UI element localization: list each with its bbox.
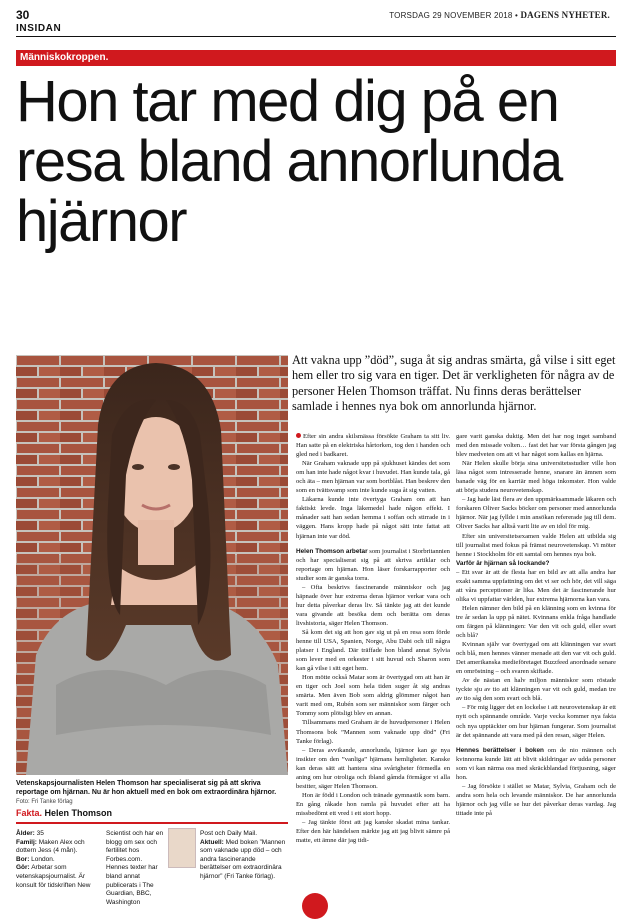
date-text: TORSDAG 29 NOVEMBER 2018 [389,11,513,20]
body-paragraph: Hon är född i London och tränade gymnastik som barn. En gång råkade hon ramla på huvudet efter att ha missbedömt ett vred i ett stort hopp. [296,791,450,817]
body-paragraph: Hennes berättelser i boken om de nio männen och kvinnorna kunde lätt att blivit skildringar av udda personer som vi kan närma oss med skräckblandad förtjusning, säger hon. [456,746,616,781]
fakta-col-3 [200,830,288,882]
page-dateline [389,10,610,20]
body-paragraph: Efter sin andra skilsmässa försökte Graham ta sitt liv. Han satte på en elektriska hårtorken, tog den i handen och gled ned i badkaret. [296,433,450,459]
lead-in-bold: Helen Thomson arbetar [296,547,368,555]
body-paragraph: Hon mötte också Matar som är övertygad om att han är en tiger och Joel som hela tiden suger åt sig andras smärta. Men även Bob som aldrig glömmer något han varit med om, Rubén som ser människor som färger och Tommy som plötsligt blev en annan. [296,674,450,718]
article-body-col-1 [296,432,450,900]
body-paragraph: När Helen skulle börja sina universitetsstudier ville hon läsa något som intresserade henne, snarare än ämnen som banade väg för en karriär med höga inkomster. Hon valde att börja studera neurovetenskap. [456,460,616,495]
body-paragraph: Kvinnan själv var övertygad om att klänningen var svart och blå, men hennes vänner menade att den var vit och guld. Det amerikanska medieföretaget Buzzfeed anordnade senare en omröstning – och svaren skiftade. [456,641,616,676]
fakta-heading [16,808,112,818]
portrait-photo [16,355,288,775]
page-title: Hon tar med dig på en resa bland annorlunda hjärnor [16,69,562,254]
paper-name: DAGENS NYHETER. [520,10,610,20]
fakta-item: Ålder: 35 [16,830,44,837]
article-body-col-2 [456,432,616,900]
fakta-item: Aktuell: Med boken ”Mannen som vaknade upp död – och andra fascinerande berättelser om extraordinära hjärnor” (Fri Tanke förlag). [200,838,286,880]
body-paragraph: – Ofta beskrivs fascinerande människor och jag häpnade över hur extrema deras hjärnor verkar vara och hur detta påverkar deras liv. Så tänkte jag att det kunde vara givande att besöka dem och berätta om deras livshistoria, säger Helen Thomson. [296,583,450,627]
body-paragraph: Läkarna kunde inte övertyga Graham om att han faktiskt levde. Inga läkemedel hade någon effekt. I månader satt han sedan hemma i soffan och stirrade in i väggen. Hans kropp hade på något sätt inte fattat att hjärnan inte var död. [296,496,450,540]
body-paragraph: – Jag tänkte först att jag kanske skadat mina tankar. Efter den här händelsen märkte jag att jag blivit sämre på matte, ett ämne där jag tidi- [296,818,450,845]
fakta-rule [16,822,288,824]
body-paragraph: – Ett svar är att de flesta har en bild av att alla andra har exakt samma uppfattning om det vi ser och hör, det vill säga att våra perceptioner är lika. Men det är fascinerande hur olika vi uppfattar världen, hur extrema hjärnorna kan vara. [456,568,616,603]
body-paragraph: Helen Thomson arbetar som journalist i Storbritannien och har specialiserat sig på att skriva artiklar och reportage om hjärnan. Hon läser forskarrapporter och studier som är ganska torra. [296,547,450,582]
photo-credit: Foto: Fri Tanke förlag [16,799,73,805]
start-dot-icon [296,433,301,438]
page-number: 30 [16,8,30,22]
body-paragraph: När Graham vaknade upp på sjukhuset kändes det som om han inte hade något kvar i huvudet. Han kunde tala, gå och äta – men hjärnan var som bortblåst. Han beskrev den som en tvättsvamp som inte kunde suga åt sig vatten. [296,460,450,495]
section-label: INSIDAN [16,23,62,34]
body-paragraph: Av de nästan en halv miljon människor som röstade tyckte sju av tio att klänningen var vit och guld, medan tre av tio såg den som svart och blå. [456,677,616,703]
fakta-name: Helen Thomson [44,808,113,818]
kicker-label: Människokroppen. [20,52,109,63]
red-circle-icon [302,893,328,919]
body-paragraph: – För mig ligger det en lockelse i att neurovetenskap är ett nytt och spännande område. Varje vecka kommer nya fakta och nya upptäckter om hur hjärnan fungerar. Som journalist är det spännande att vara med på den resan, säger Helen. [456,704,616,739]
body-paragraph: Tillsammans med Graham är de huvudpersoner i Helen Thomsons bok ”Mannen som vaknade upp död” (Fri Tanke förlag). [296,719,450,745]
body-paragraph: Helen nämner den bild på en klänning som en kvinna för tre år sedan la upp på nätet. Kvinnans enkla fråga handlade om färgen på klänningen: Var den vit och guld, eller svart och blå? [456,604,616,640]
fakta-text: Post och Daily Mail. [200,830,258,837]
header-rule [16,36,616,37]
caption-text: Vetenskapsjournalisten Helen Thomson har specialiserat sig på att skriva reportage om hjärnan. Nu är hon aktuell med en bok om extraordinära hjärnor. [16,780,277,796]
dateline-separator: • [515,11,519,20]
book-cover-image [168,828,196,868]
fakta-col-1 [16,830,100,890]
lead-in-bold: Hennes berättelser i boken [456,746,544,754]
body-paragraph: – Jag försökte i stället se Matar, Sylvia, Graham och de andra som hela och levande människor. De har annorlunda hjärnor och jag ville se hur det påverkar deras vardag. Jag tittade inte på [456,782,616,817]
fakta-label: Fakta. [16,808,43,818]
body-paragraph: gare varit ganska duktig. Men det har nog inget samband med den missade volten… fast det har var första gången jag blev medveten om att vi har något som kallas en hjärna. [456,433,616,459]
body-paragraph: – Jag hade läst flera av den uppmärksammade läkaren och forskaren Oliver Sacks böcker om personer med annorlunda hjärnor. När jag fyllde i min ansökan refererade jag till dem. Oliver Sacks har alltså varit lite av en idol för mig. [456,496,616,531]
fakta-item: Bor: London. [16,855,55,863]
portrait-photo-image [16,355,288,775]
fakta-col-2: Scientist och har en blogg om sex och fertilitet hos Forbes.com. Hennes texter har bland annat publicerats i The Guardian, BBC, Washington [106,830,164,906]
body-paragraph: – Deras avvikande, annorlunda, hjärnor kan ge nya insikter om den ”vanliga” hjärnans hemligheter. Kanske kan deras sätt att hantera sina svårigheter förmedla en aning om hur otroliga och ibland gåmda förmågor vi alla besitter, säger Helen Thomson. [296,746,450,790]
body-subheading: Varför är hjärnan så lockande? [456,559,550,567]
body-paragraph: Efter sin universitetsexamen valde Helen att utbilda sig till journalist med fokus på främst neurovetenskap. Vi möter henne i Stockholm för ett samtal om hennes nya bok. [456,532,616,558]
fakta-item: Familj: Maken Alex och dottern Jess (4 mån). [16,838,85,855]
body-paragraph: Så kom det sig att hon gav sig ut på en resa som förde henne till USA, Spanien, Norge, Abu Dabi och till några platser i England. Där träffade hon bland annat Sylvia som lever med en orkester i sitt huvud och Sharon som kan gå vilse i sitt eget hem. [296,628,450,673]
photo-caption [16,779,288,807]
article-lead: Att vakna upp ”död”, suga åt sig andras smärta, gå vilse i sitt eget hem eller tro sig vara en tiger. Det är verkligheten för några av de personer Helen Thomson träffat. Nu finns deras berättelser samlade i hennes nya bok om annorlunda hjärnor. [292,353,616,413]
fakta-item: Gör: Arbetar som vetenskapsjournalist. Är konsult för tidskriften New [16,864,91,889]
